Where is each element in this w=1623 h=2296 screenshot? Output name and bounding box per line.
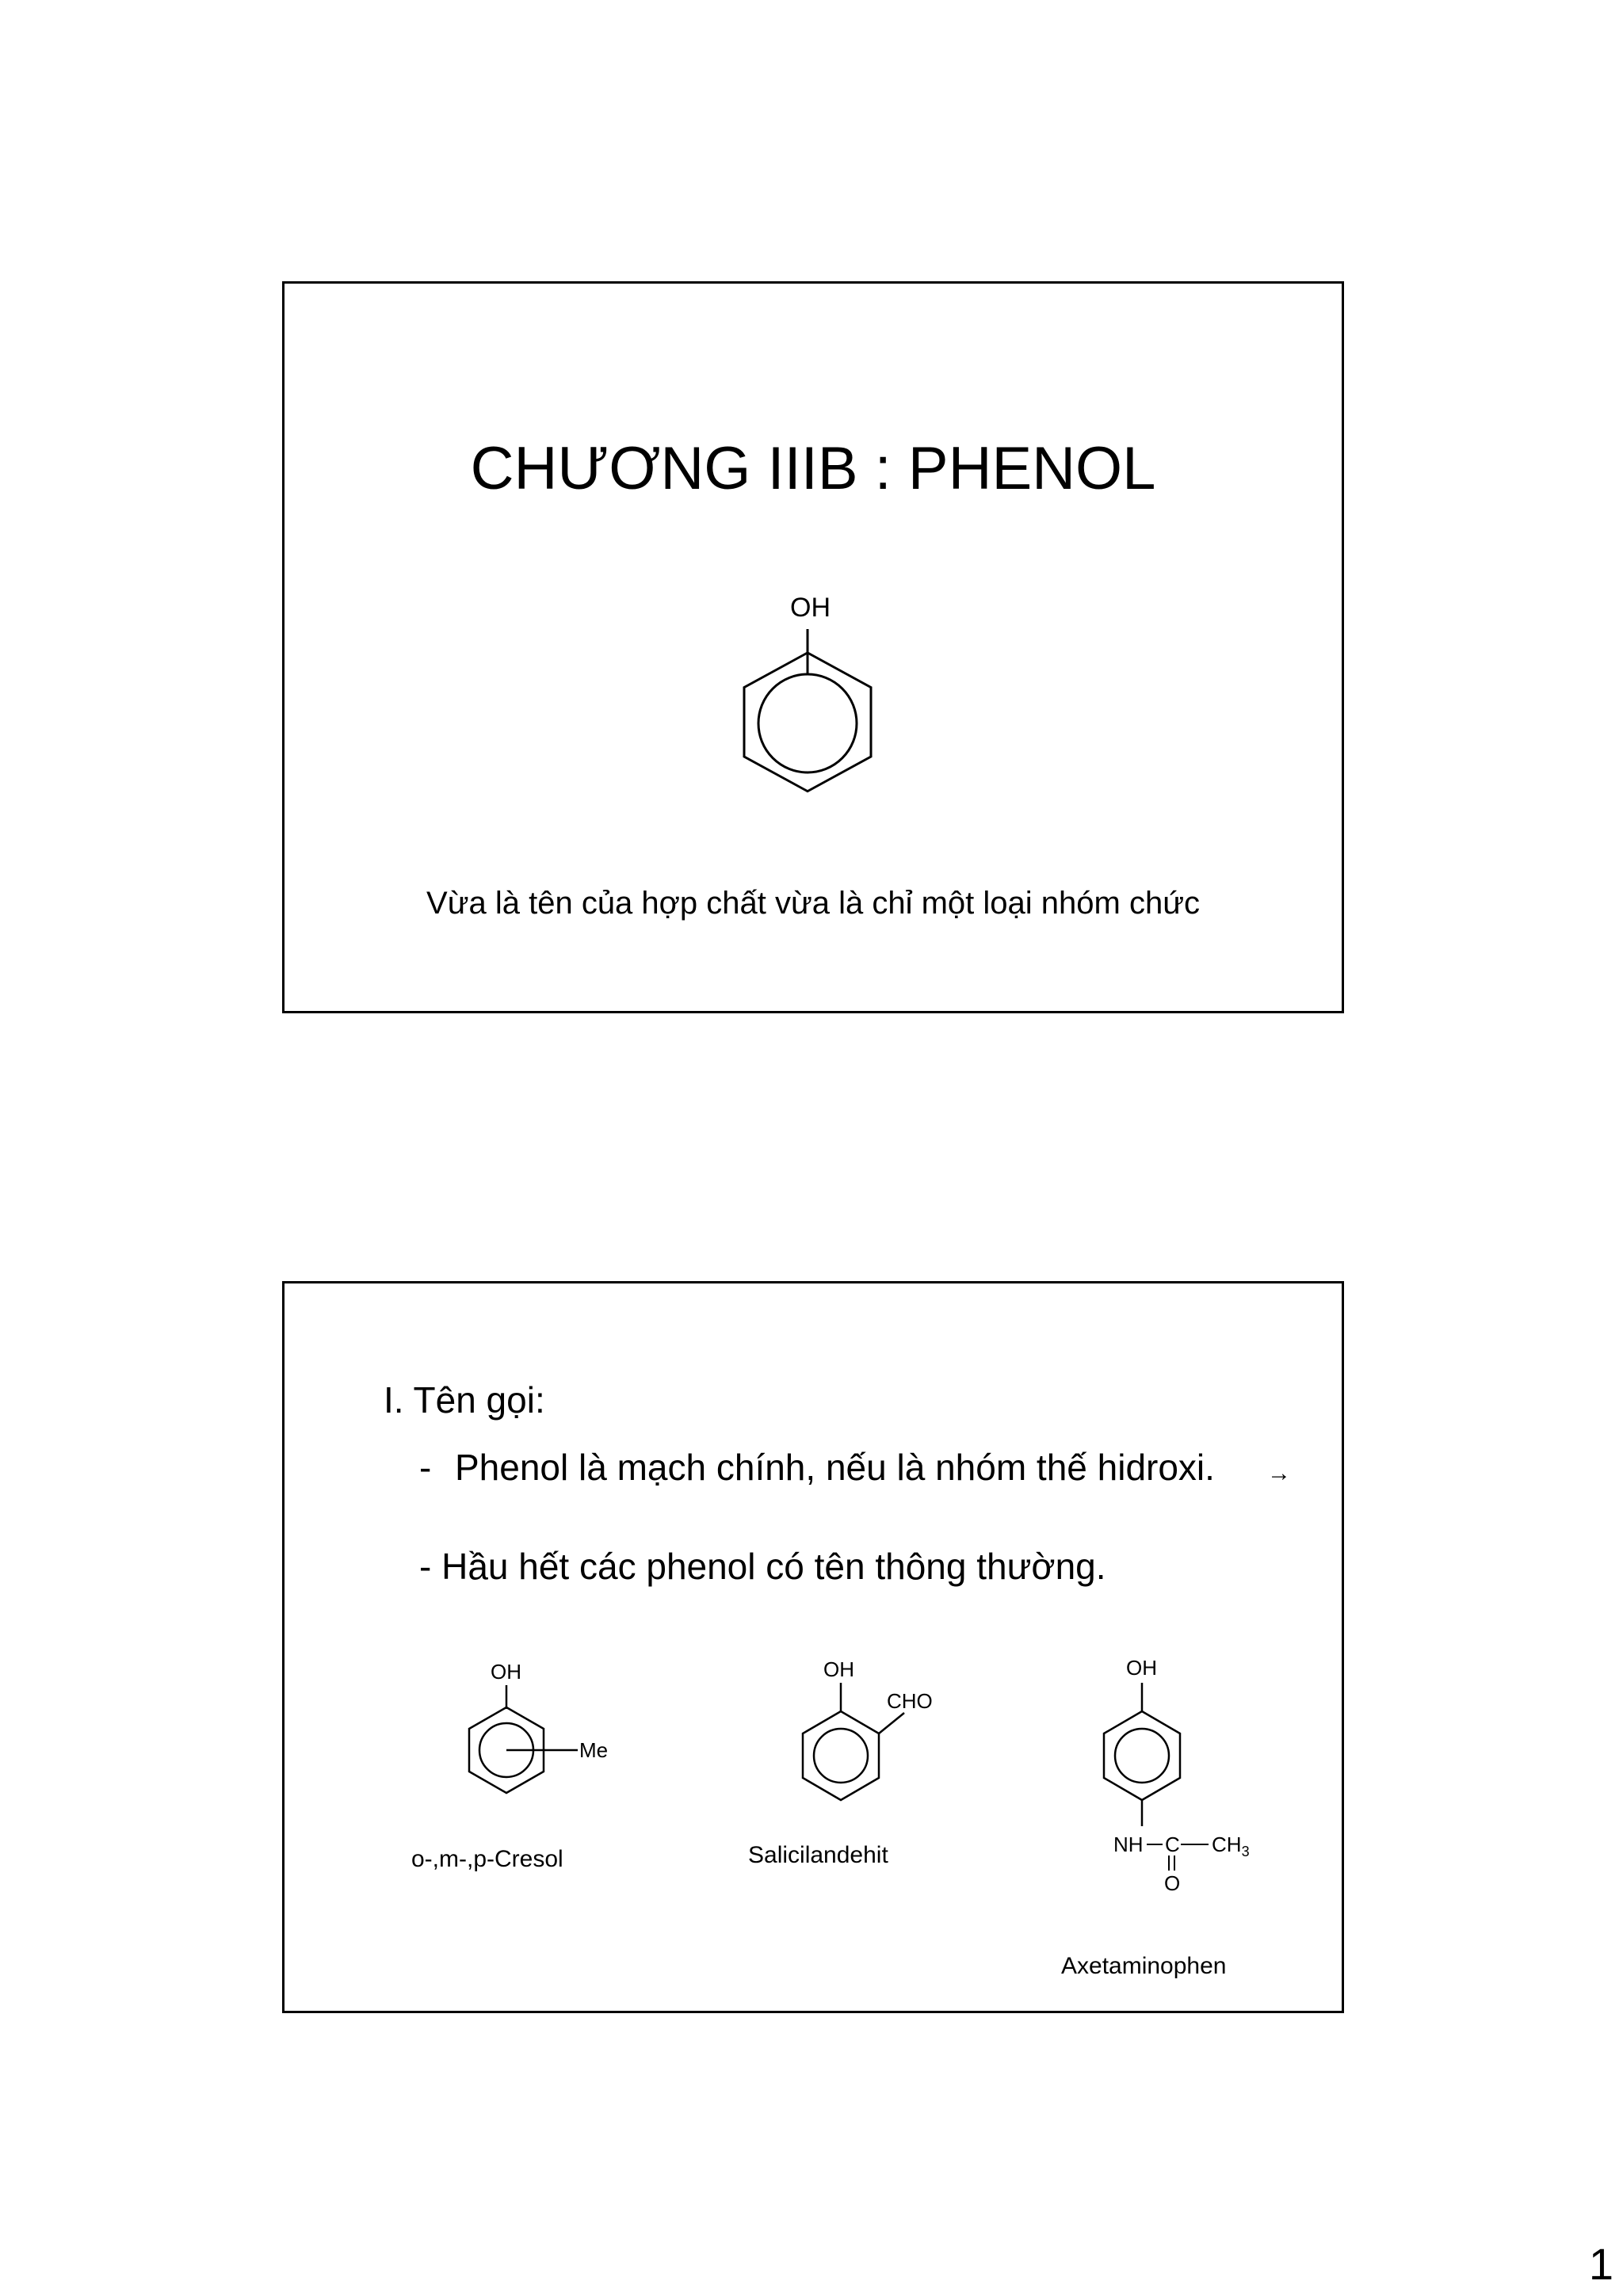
acetaminophen-c-label: C: [1165, 1833, 1180, 1856]
slide-title-caption: Vừa là tên của hợp chất vừa là chỉ một loại nhóm chức: [426, 886, 1200, 921]
acetaminophen-caption: Axetaminophen: [1061, 1953, 1227, 1979]
salicylaldehyde-structure: [768, 1648, 950, 1806]
page-number: 1: [1588, 2239, 1613, 2289]
slide-naming: [282, 1281, 1344, 2013]
slide-title: [282, 281, 1344, 1013]
cresol-structure: [435, 1652, 609, 1794]
cresol-oh-label: OH: [491, 1660, 521, 1684]
phenol-oh-label: OH: [790, 593, 831, 623]
bullet-text: Phenol là mạch chính, nếu là nhóm thế hidroxi.: [455, 1447, 1215, 1488]
salicylaldehyde-cho-label: CHO: [887, 1689, 933, 1713]
section-heading: I. Tên gọi:: [384, 1379, 545, 1421]
acetaminophen-ch3-label: $CH_3$: [1212, 1833, 1250, 1859]
phenol-structure: [728, 577, 903, 807]
acetaminophen-o-label: O: [1164, 1871, 1181, 1895]
bullet-item: - Hầu hết các phenol có tên thông thường.: [419, 1546, 1106, 1587]
bullet-item: [419, 1446, 1291, 1489]
acetaminophen-structure: [1077, 1648, 1275, 1895]
cresol-me-label: Me: [579, 1738, 609, 1762]
arrow-icon: →: [1267, 1460, 1291, 1486]
salicylaldehyde-oh-label: OH: [823, 1657, 854, 1681]
acetaminophen-oh-label: OH: [1126, 1656, 1157, 1680]
salicylaldehyde-caption: Salicilandehit: [748, 1842, 888, 1868]
slide-title-text: CHƯƠNG IIIB : PHENOL: [470, 435, 1156, 502]
cresol-caption: o-,m-,p-Cresol: [411, 1846, 563, 1872]
acetaminophen-nh-label: NH: [1113, 1833, 1144, 1856]
bullet-dash: -: [419, 1447, 432, 1488]
